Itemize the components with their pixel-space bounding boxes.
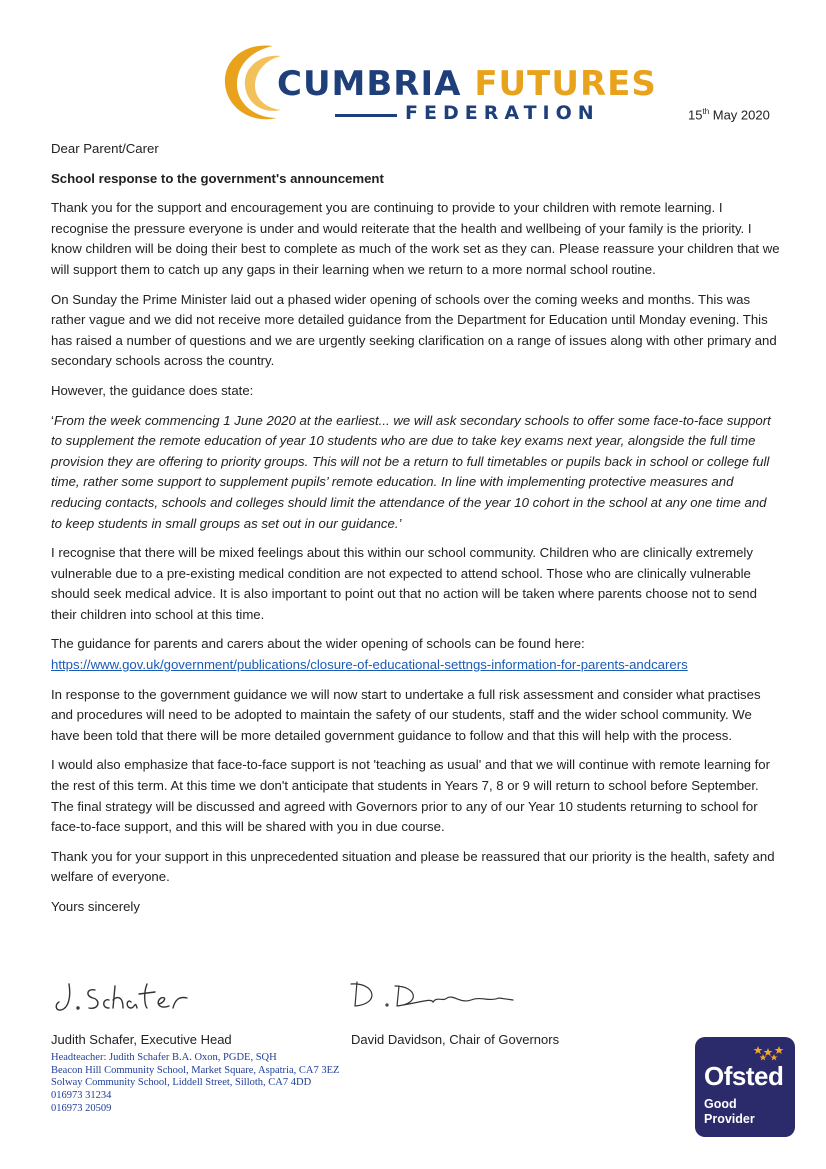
paragraph: The guidance for parents and carers about the wider opening of schools can be found here: https://www.gov.uk/government/publications/closure-of-educational-settngs-information-for-parents-andcarers bbox=[51, 636, 688, 673]
paragraph: I would also emphasize that face-to-face support is not 'teaching as usual' and that we will continue with remote learning for the rest of this term. At this time we don't anticipate that students in Years 7, 8 or 9 will return to school before September. The final strategy will be discussed and agreed with Governors prior to any of our Year 10 students returning to school for face-to-face support, and this will be shared with you in due course. bbox=[51, 757, 771, 835]
subject-heading: School response to the government's announcement bbox=[51, 170, 384, 186]
signatures bbox=[51, 978, 651, 1018]
paragraph: Thank you for your support in this unprecedented situation and please be reassured that our priority is the health, safety and welfare of everyone. bbox=[51, 848, 775, 885]
quote-paragraph: ‘From the week commencing 1 June 2020 at the earliest... we will ask secondary schools to offer some face-to-face support to supplement the remote education of year 10 students who are due to take key exams next year, alongside the full time provision they are offering to priority groups. This will not be a return to full timetables or pupils back in school or college full time, rather some support to supplement pupils’ remote education. In line with implementing protective measures and reducing contacts, schools and colleges should limit the attendance of the year 10 cohort in the school at any one time and to keep students in small groups as set out in our guidance.’ bbox=[51, 412, 771, 531]
footer-line: Beacon Hill Community School, Market Square, Aspatria, CA7 3EZ bbox=[51, 1064, 340, 1076]
paragraph: I recognise that there will be mixed feelings about this within our school community. Children who are clinically extremely vulnerable due to a pre-existing medical condition are not expected to attend school. Those who are clinically vulnerable should seek medical advice. It is also important to point out that no action will be taken where parents choose not to send their children into school at this time. bbox=[51, 545, 757, 622]
signatory-1: Judith Schafer, Executive Head bbox=[51, 1032, 232, 1047]
brand-title: CUMBRIA FUTURES bbox=[277, 64, 657, 104]
letter-body bbox=[51, 139, 781, 927]
brand-rule bbox=[335, 114, 397, 117]
signature-davidson bbox=[351, 982, 513, 1006]
footer-line: Headteacher: Judith Schafer B.A. Oxon, PGDE, SQH bbox=[51, 1052, 277, 1063]
paragraph: However, the guidance does state: bbox=[51, 382, 254, 398]
letter-date: 15th May 2020 bbox=[688, 107, 770, 123]
footer-line: 016973 31234 bbox=[51, 1090, 112, 1102]
salutation: Dear Parent/Carer bbox=[51, 141, 159, 156]
closing: Yours sincerely bbox=[51, 899, 140, 914]
signature-schafer bbox=[56, 984, 187, 1010]
ofsted-title: Ofsted bbox=[704, 1061, 784, 1091]
federation-logo bbox=[215, 38, 657, 128]
signatory-2: David Davidson, Chair of Governors bbox=[351, 1032, 560, 1047]
paragraph: On Sunday the Prime Minister laid out a phased wider opening of schools over the coming weeks and months. This was rather vague and we did not receive more detailed guidance from the Department for Education until Monday evening. This has raised a number of questions and we are urgently seeking clarification on a range of issues along with other primary and secondary schools across the country. bbox=[51, 291, 777, 369]
ofsted-badge bbox=[695, 1037, 795, 1137]
paragraph: In response to the government guidance we will now start to undertake a full risk assessment and consider what practises and procedures will need to be adopted to maintain the safety of our students, staff and the wider school community. We have been told that there will be more detailed government guidance to follow and that this will help with the process. bbox=[51, 686, 761, 743]
footer-line: Solway Community School, Liddell Street, Silloth, CA7 4DD bbox=[51, 1077, 312, 1089]
signatory-names bbox=[51, 1032, 560, 1047]
letter-footer bbox=[51, 1052, 339, 1116]
ofsted-rating: Good bbox=[704, 1097, 737, 1111]
ofsted-provider: Provider bbox=[704, 1112, 755, 1126]
brand-subtitle: FEDERATION bbox=[405, 102, 600, 124]
paragraph: Thank you for the support and encouragement you are continuing to provide to your children with remote learning. I recognise the pressure everyone is under and would reiterate that the health and wellbeing of your family is the priority. I know children will be doing their best to complete as much of the work set as they can. Please reassure your children that we will support them to catch up any gaps in their learning when we return to a more normal school routine. bbox=[51, 200, 780, 277]
footer-line: 016973 20509 bbox=[51, 1102, 112, 1114]
guidance-link[interactable]: https://www.gov.uk/government/publications/closure-of-educational-settngs-information-for-parents-andcarers bbox=[51, 657, 688, 673]
